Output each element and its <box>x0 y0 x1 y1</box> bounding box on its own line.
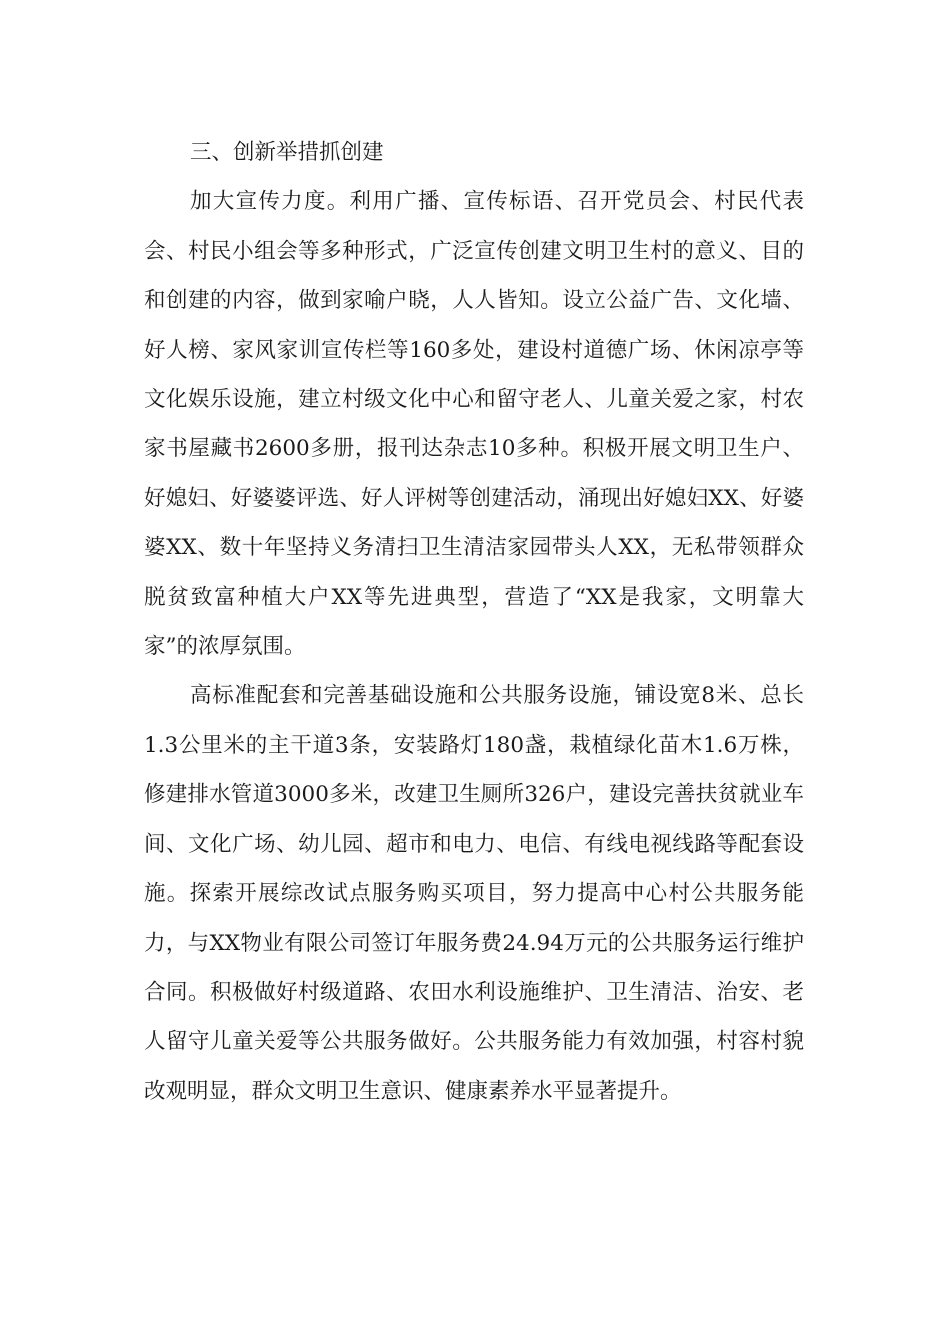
paragraph-publicity: 加大宣传力度。利用广播、宣传标语、召开党员会、村民代表会、村民小组会等多种形式，广泛宣传创建文明卫生村的意义、目的和创建的内容，做到家喻户晓，人人皆知。设立公益广告、文化墙、好人榜、家风家训宣传栏等160多处，建设村道德广场、休闲凉亭等文化娱乐设施，建立村级文化中心和留守老人、儿童关爱之家，村农家书屋藏书2600多册，报刊达杂志10多种。积极开展文明卫生户、好媳妇、好婆婆评选、好人评树等创建活动，涌现出好媳妇XX、好婆婆XX、数十年坚持义务清扫卫生清洁家园带头人XX，无私带领群众脱贫致富种植大户XX等先进典型，营造了“XX是我家，文明靠大家”的浓厚氛围。 <box>144 189 804 660</box>
paragraph-infrastructure: 高标准配套和完善基础设施和公共服务设施，铺设宽8米、总长1.3公里米的主干道3条，安装路灯180盏，栽植绿化苗木1.6万株，修建排水管道3000多米，改建卫生厕所326户，建设完善扶贫就业车间、文化广场、幼儿园、超市和电力、电信、有线电视线路等配套设施。探索开展综改试点服务购买项目，努力提高中心村公共服务能力，与XX物业有限公司签订年服务费24.94万元的公共服务运行维护合同。积极做好村级道路、农田水利设施维护、卫生清洁、治安、老人留守儿童关爱等公共服务做好。公共服务能力有效加强，村容村貌改观明显，群众文明卫生意识、健康素养水平显著提升。 <box>144 683 804 1104</box>
document-body <box>144 128 804 1116</box>
section-heading: 三、创新举措抓创建 <box>190 140 384 165</box>
